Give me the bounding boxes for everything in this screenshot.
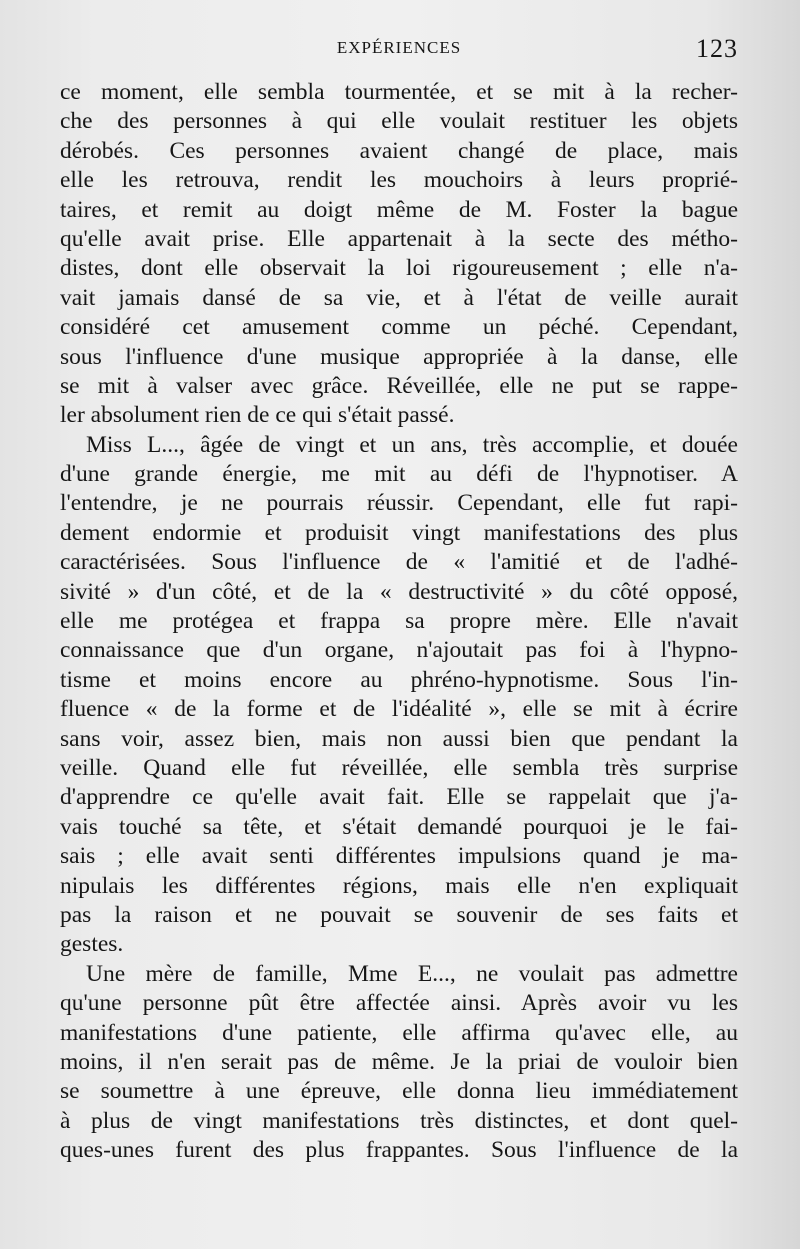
text-line: vait jamais dansé de sa vie, et à l'état de veille aurait bbox=[60, 284, 738, 311]
text-line: connaissance que d'un organe, n'ajoutait pas foi à l'hypno- bbox=[60, 637, 738, 664]
text-line: tisme et moins encore au phréno-hypnotisme. Sous l'in- bbox=[60, 666, 738, 693]
page-number: 123 bbox=[696, 34, 738, 63]
text-line: sous l'influence d'une musique appropriée à la danse, elle bbox=[60, 343, 738, 370]
text-line: pas la raison et ne pouvait se souvenir de ses faits et bbox=[60, 901, 738, 928]
running-head: EXPÉRIENCES bbox=[336, 38, 462, 57]
text-line: se mit à valser avec grâce. Réveillée, elle ne put se rappe- bbox=[60, 372, 738, 399]
text-line: qu'elle avait prise. Elle appartenait à la secte des métho- bbox=[60, 225, 738, 252]
text-line: taires, et remit au doigt même de M. Foster la bague bbox=[60, 196, 738, 223]
text-line: à plus de vingt manifestations très distinctes, et dont quel- bbox=[60, 1107, 738, 1134]
text-line: vais touché sa tête, et s'était demandé pourquoi je le fai- bbox=[60, 813, 738, 840]
text-line: elle les retrouva, rendit les mouchoirs à leurs proprié- bbox=[60, 167, 738, 194]
text-line: elle me protégea et frappa sa propre mère. Elle n'avait bbox=[60, 608, 738, 635]
text-line: gestes. bbox=[60, 931, 124, 958]
paragraph-3 bbox=[60, 960, 738, 1166]
text-line: qu'une personne pût être affectée ainsi. Après avoir vu les bbox=[60, 990, 738, 1017]
page-header bbox=[60, 34, 738, 64]
text-line: ce moment, elle sembla tourmentée, et se mit à la recher- bbox=[60, 79, 738, 105]
text-line: sivité » d'un côté, et de la « destructivité » du côté opposé, bbox=[60, 578, 738, 605]
text-line: veille. Quand elle fut réveillée, elle sembla très surprise bbox=[60, 754, 738, 781]
text-line: considéré cet amusement comme un péché. Cependant, bbox=[60, 314, 738, 341]
text-line: Miss L..., âgée de vingt et un ans, très accomplie, et douée bbox=[86, 431, 738, 458]
text-line: d'une grande énergie, me mit au défi de l'hypnotiser. A bbox=[60, 461, 738, 488]
text-line: sans voir, assez bien, mais non aussi bien que pendant la bbox=[60, 725, 738, 752]
text-line: distes, dont elle observait la loi rigoureusement ; elle n'a- bbox=[60, 255, 738, 282]
text-line: l'entendre, je ne pourrais réussir. Cependant, elle fut rapi- bbox=[60, 490, 738, 517]
text-line: che des personnes à qui elle voulait restituer les objets bbox=[60, 108, 738, 135]
text-line: ler absolument rien de ce qui s'était passé. bbox=[60, 402, 455, 429]
text-line: ques-unes furent des plus frappantes. Sous l'influence de la bbox=[60, 1137, 738, 1164]
text-line: sais ; elle avait senti différentes impulsions quand je ma- bbox=[60, 843, 738, 870]
text-line: d'apprendre ce qu'elle avait fait. Elle se rappelait que j'a- bbox=[60, 784, 738, 811]
body-text bbox=[60, 78, 738, 1165]
text-line: se soumettre à une épreuve, elle donna lieu immédiatement bbox=[60, 1078, 738, 1105]
text-line: nipulais les différentes régions, mais elle n'en expliquait bbox=[60, 872, 738, 899]
paragraph-2 bbox=[60, 431, 738, 960]
text-line: Une mère de famille, Mme E..., ne voulait pas admettre bbox=[86, 960, 738, 987]
paragraph-1 bbox=[60, 78, 738, 431]
text-line: moins, il n'en serait pas de même. Je la priai de vouloir bien bbox=[60, 1048, 738, 1075]
text-line: fluence « de la forme et de l'idéalité », elle se mit à écrire bbox=[60, 696, 738, 723]
text-line: caractérisées. Sous l'influence de « l'amitié et de l'adhé- bbox=[60, 549, 738, 576]
text-line: manifestations d'une patiente, elle affirma qu'avec elle, au bbox=[60, 1019, 738, 1046]
text-line: dérobés. Ces personnes avaient changé de place, mais bbox=[60, 137, 738, 164]
text-line: dement endormie et produisit vingt manifestations des plus bbox=[60, 519, 738, 546]
